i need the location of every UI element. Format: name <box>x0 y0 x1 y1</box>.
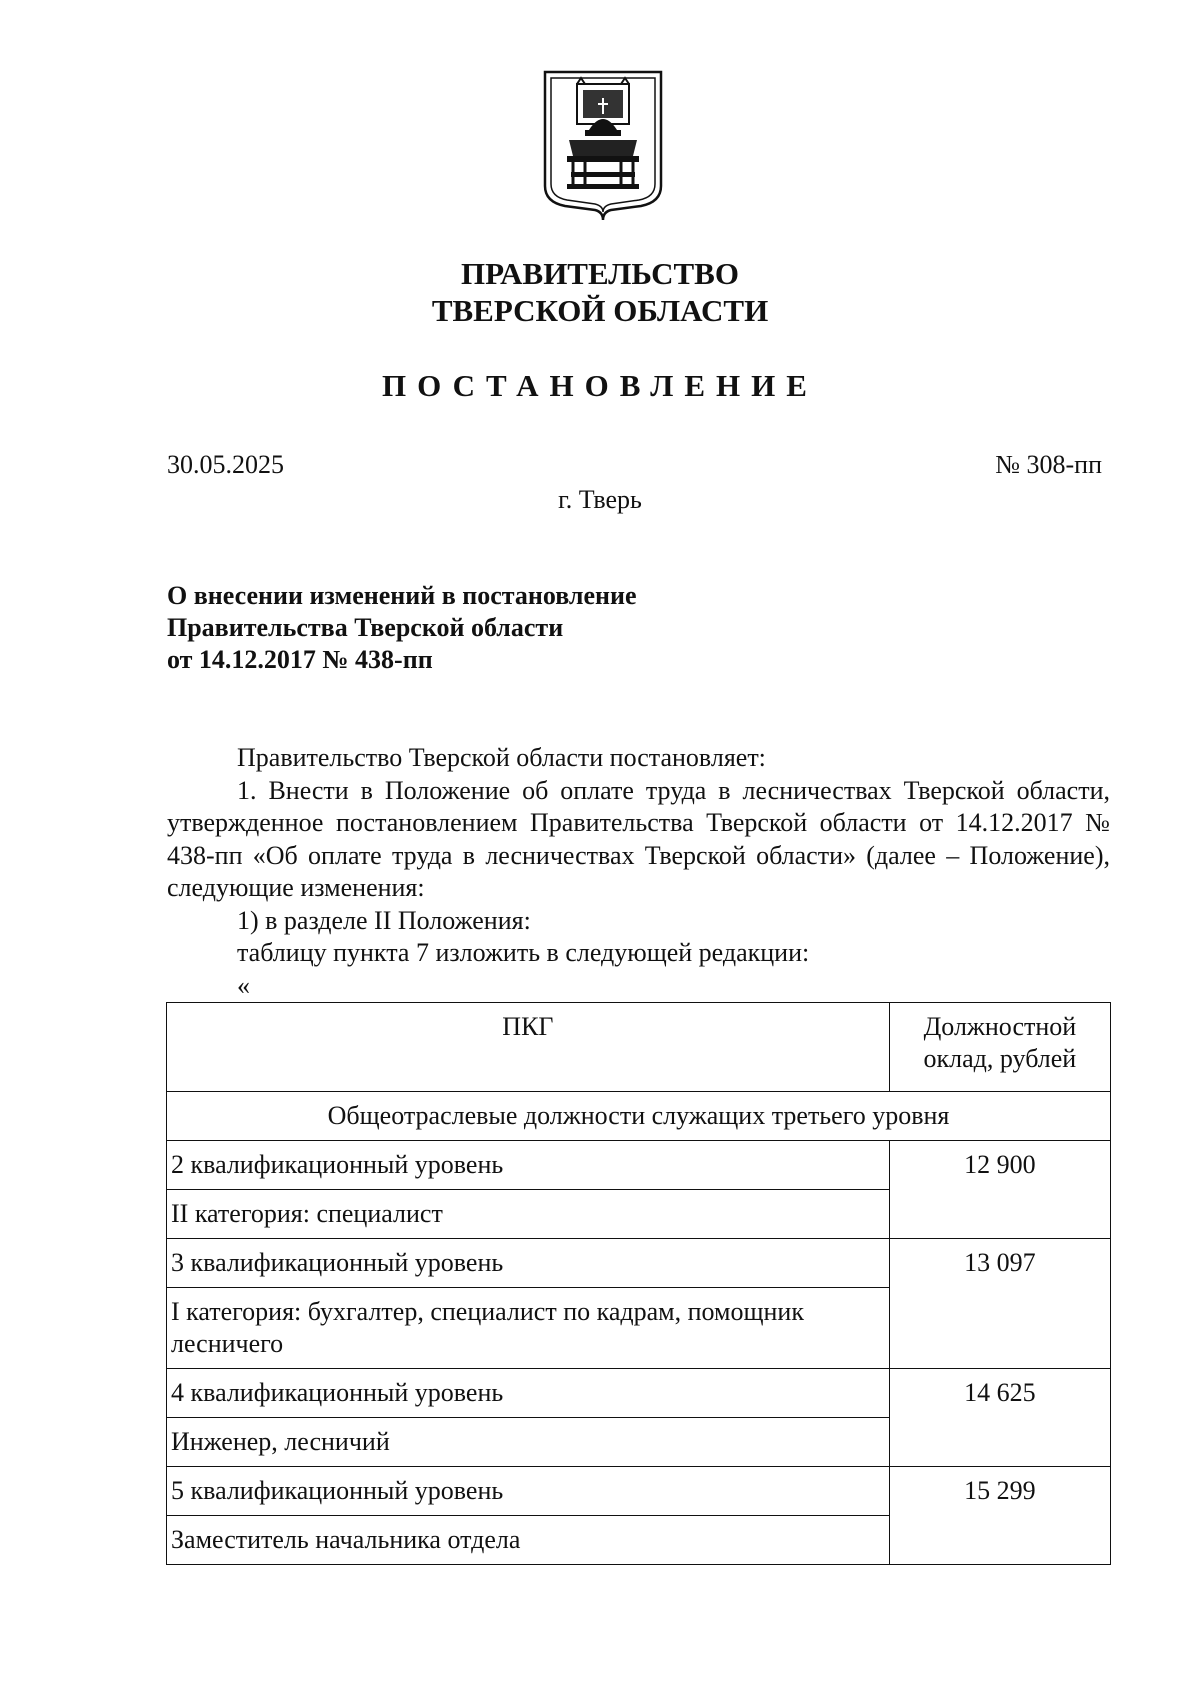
table-section-row <box>167 1092 1111 1141</box>
title-line-3: от 14.12.2017 № 438-пп <box>167 645 433 674</box>
table-header-row <box>167 1003 1111 1092</box>
document-type: ПОСТАНОВЛЕНИЕ <box>382 368 818 403</box>
positions-cell: II категория: специалист <box>167 1190 890 1239</box>
qualification-level: 2 квалификационный уровень <box>167 1141 890 1190</box>
table-row <box>167 1141 1111 1190</box>
column-header-salary: Должностной оклад, рублей <box>889 1003 1110 1092</box>
salary-table <box>166 1002 1111 1565</box>
positions-cell: Инженер, лесничий <box>167 1418 890 1467</box>
section-title: Общеотраслевые должности служащих третьего уровня <box>167 1092 1111 1141</box>
column-header-pkg: ПКГ <box>167 1003 890 1092</box>
title-line-2: Правительства Тверской области <box>167 613 564 642</box>
body-paragraph-3: 1) в разделе II Положения: <box>237 905 531 935</box>
salary-value: 13 097 <box>889 1239 1110 1369</box>
document-city: г. Тверь <box>558 485 642 514</box>
body-paragraph-2: 1. Внести в Положение об оплате труда в лесничествах Тверской области, утвержденное постановлением Правительства Тверской области от 14.12.2017 № 438-пп «Об оплате труда в лесничествах Тверской области» (далее – Положение), следующие изменения: <box>167 775 1110 902</box>
qualification-level: 3 квалификационный уровень <box>167 1239 890 1288</box>
document-date: 30.05.2025 <box>167 450 284 479</box>
government-line-2: ТВЕРСКОЙ ОБЛАСТИ <box>431 293 769 328</box>
body-paragraph-1: Правительство Тверской области постановляет: <box>237 743 766 772</box>
qualification-level: 5 квалификационный уровень <box>167 1467 890 1516</box>
document-body <box>167 742 1110 1002</box>
opening-quote: « <box>237 970 250 1000</box>
salary-value: 14 625 <box>889 1369 1110 1467</box>
positions-cell: I категория: бухгалтер, специалист по кадрам, помощник лесничего <box>167 1288 890 1369</box>
salary-value: 15 299 <box>889 1467 1110 1565</box>
salary-value: 12 900 <box>889 1141 1110 1239</box>
positions-cell: Заместитель начальника отдела <box>167 1516 890 1565</box>
qualification-level: 4 квалификационный уровень <box>167 1369 890 1418</box>
title-line-1: О внесении изменений в постановление <box>167 581 637 610</box>
table-row <box>167 1239 1111 1288</box>
government-heading <box>0 255 1200 329</box>
document-title <box>167 580 637 676</box>
body-paragraph-4: таблицу пункта 7 изложить в следующей редакции: <box>237 938 810 967</box>
document-number: № 308-пп <box>995 450 1102 479</box>
tver-coat-of-arms-icon <box>541 68 665 222</box>
table-row <box>167 1369 1111 1418</box>
government-line-1: ПРАВИТЕЛЬСТВО <box>461 256 739 291</box>
table-row <box>167 1467 1111 1516</box>
